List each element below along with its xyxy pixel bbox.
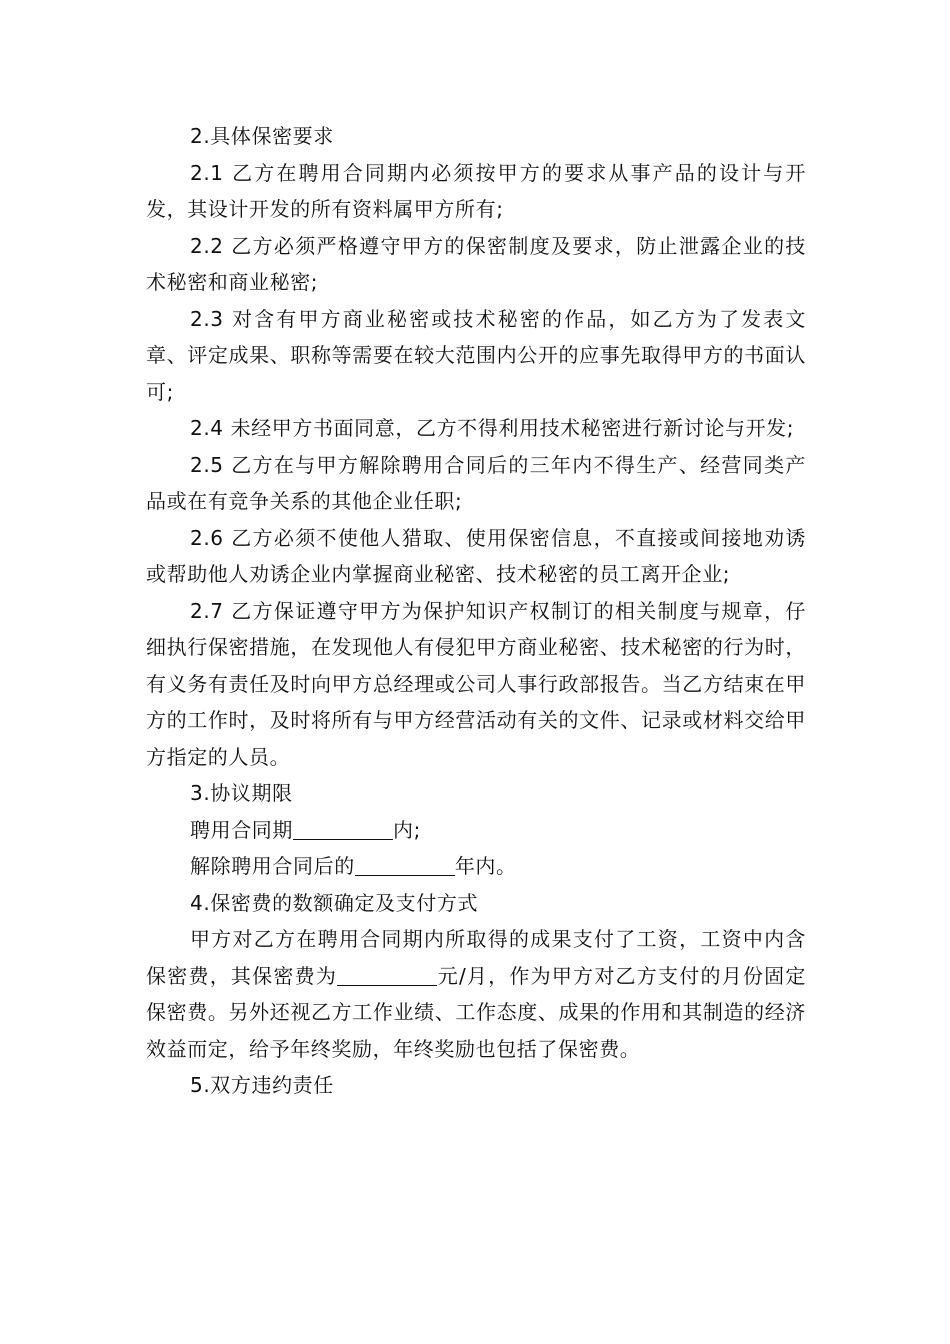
document-body bbox=[146, 118, 806, 1104]
clause-2-6: 2.6 乙方必须不使他人猎取、使用保密信息，不直接或间接地劝诱或帮助他人劝诱企业内掌握商业秘密、技术秘密的员工离开企业; bbox=[146, 525, 806, 586]
section-heading-agreement-term: 3.协议期限 bbox=[190, 781, 293, 805]
clause-2-4: 2.4 未经甲方书面同意，乙方不得利用技术秘密进行新讨论与开发; bbox=[190, 416, 795, 440]
section-heading-breach-liability: 5.双方违约责任 bbox=[190, 1073, 334, 1097]
term-after-termination bbox=[146, 848, 806, 885]
clause-2-5: 2.5 乙方在与甲方解除聘用合同后的三年内不得生产、经营同类产品或在有竞争关系的其他企业任职; bbox=[146, 452, 806, 513]
section-heading-fee-payment: 4.保密费的数额确定及支付方式 bbox=[190, 890, 479, 915]
clause-2-3: 2.3 对含有甲方商业秘密或技术秘密的作品，如乙方为了发表文章、评定成果、职称等需要在较大范围内公开的应事先取得甲方的书面认可; bbox=[146, 306, 806, 404]
term-after-termination-prefix: 解除聘用合同后的 bbox=[190, 854, 355, 878]
blank-line bbox=[337, 963, 437, 986]
blank-line bbox=[293, 817, 393, 840]
term-contract-period bbox=[146, 812, 806, 849]
fee-payment-clause-part-2: 元/月，作为甲方对乙方支付的月份固定保密费。另外还视乙方工作业绩、工作态度、成果的作用和其制造的经济效益而定，给予年终奖励，年终奖励也包括了保密费。 bbox=[146, 963, 806, 1061]
clause-2-2: 2.2 乙方必须严格遵守甲方的保密制度及要求，防止泄露企业的技术秘密和商业秘密; bbox=[146, 233, 806, 294]
fee-payment-clause bbox=[146, 921, 806, 1067]
term-after-termination-suffix: 年内。 bbox=[454, 854, 517, 878]
term-contract-period-prefix: 聘用合同期 bbox=[190, 817, 293, 842]
fee-payment-clause-part-1: 甲方对乙方在聘用合同期内所取得的成果支付了工资，工资中内含保密费，其保密费为 bbox=[146, 927, 806, 988]
clause-2-7: 2.7 乙方保证遵守甲方为保护知识产权制订的相关制度与规章，仔细执行保密措施，在发现他人有侵犯甲方商业秘密、技术秘密的行为时，有义务有责任及时向甲方总经理或公司人事行政部报告。当乙方结束在甲方的工作时，及时将所有与甲方经营活动有关的文件、记录或材料交给甲方指定的人员。 bbox=[146, 598, 806, 769]
blank-line bbox=[355, 853, 455, 876]
term-contract-period-suffix: 内; bbox=[393, 817, 421, 842]
clause-2-1: 2.1 乙方在聘用合同期内必须按甲方的要求从事产品的设计与开发，其设计开发的所有资料属甲方所有; bbox=[146, 160, 806, 221]
section-heading-confidentiality-requirements: 2.具体保密要求 bbox=[190, 124, 334, 148]
